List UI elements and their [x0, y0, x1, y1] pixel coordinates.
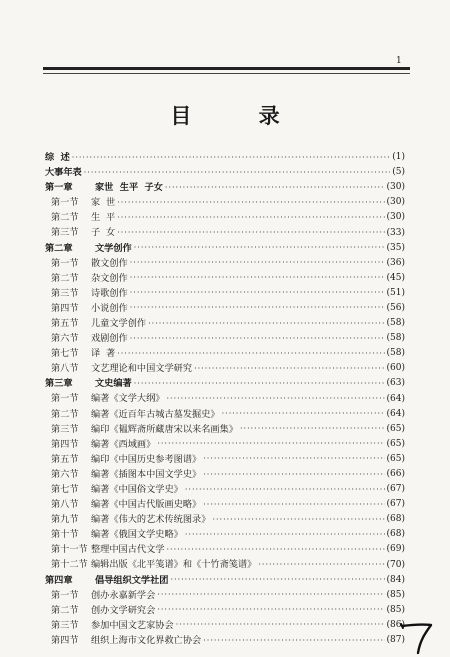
- toc-chapter-entry: [45, 241, 405, 256]
- toc-entry-label: [51, 259, 128, 268]
- toc-entry-title: 组织上海市文化界救亡协会: [91, 634, 202, 646]
- toc-leader-dots: [157, 606, 384, 614]
- toc-entry-number: 第二节: [51, 604, 79, 616]
- toc-entry-page: (58): [386, 333, 405, 344]
- toc-entry-label: [51, 319, 146, 328]
- toc-entry-title: 倡导组织文学社团: [95, 574, 169, 586]
- toc-entry-page: (64): [386, 408, 405, 419]
- toc-entry-number: 第六节: [51, 468, 79, 480]
- toc-entry-title: 文艺理论和中国文学研究: [91, 363, 193, 375]
- toc-entry-label: [51, 394, 165, 403]
- toc-entry-number: 第三节: [51, 423, 79, 435]
- toc-entry-number: 第七节: [51, 484, 79, 495]
- toc-entry-page: (67): [386, 484, 405, 495]
- toc-entry-title: 编著《俄国文学史略》: [91, 529, 183, 541]
- toc-entry-page: (68): [386, 514, 405, 525]
- toc-leader-dots: [203, 501, 384, 509]
- toc-section-entry: [45, 271, 405, 286]
- toc-entry-number: 第三章: [45, 378, 73, 390]
- toc-entry-label: [45, 379, 132, 388]
- toc-section-entry: [45, 286, 405, 301]
- toc-section-entry: [45, 542, 405, 557]
- toc-entry-page: (70): [386, 559, 405, 570]
- toc-entry-label: [51, 198, 115, 207]
- toc-entry-label: [51, 334, 128, 343]
- toc-entry-page: (67): [386, 499, 405, 510]
- toc-leader-dots: [130, 335, 385, 343]
- toc-entry-page: (65): [386, 438, 405, 449]
- toc-leader-dots: [185, 531, 385, 539]
- toc-leader-dots: [203, 471, 384, 479]
- header-rule-thick: [43, 67, 410, 70]
- toc-entry-number: 第六节: [51, 333, 79, 345]
- toc-entry-page: (86): [386, 619, 405, 630]
- toc-entry-title: 儿童文学创作: [91, 317, 147, 329]
- toc-section-entry: [45, 588, 405, 603]
- toc-leader-dots: [117, 214, 384, 222]
- toc-section-entry: [45, 558, 405, 573]
- toc-section-entry: [45, 361, 405, 376]
- page-number: 1: [396, 56, 402, 66]
- toc-entry-title: 编著《西域画》: [91, 438, 156, 450]
- toc-leader-dots: [240, 425, 385, 433]
- toc-entry-page: (35): [386, 242, 405, 253]
- toc-entry-label: [51, 500, 201, 509]
- toc-section-entry: [45, 210, 405, 225]
- toc-entry-page: (33): [386, 227, 405, 238]
- toc-leader-dots: [130, 304, 385, 312]
- toc-entry-label: [51, 228, 115, 237]
- toc-entry-label: [45, 183, 163, 192]
- toc-entry-label: [51, 470, 201, 479]
- toc-leader-dots: [212, 516, 384, 524]
- toc-entry-title: 编印《韫辉斋所藏唐宋以来名画集》: [91, 423, 238, 435]
- toc-entry-title: 子 女: [91, 227, 116, 239]
- toc-section-entry: [45, 527, 405, 542]
- toc-leader-dots: [258, 561, 384, 569]
- toc-entry-label: [51, 621, 174, 630]
- toc-entry-number: 第二章: [45, 242, 73, 254]
- toc-title: 目 录: [170, 104, 310, 128]
- toc-entry-number: 第十节: [51, 529, 79, 541]
- toc-entry-label: [51, 560, 256, 569]
- toc-entry-number: 第四节: [51, 302, 79, 314]
- toc-entry-title: 家世 生平 子女: [95, 182, 163, 194]
- toc-section-entry: [45, 407, 405, 422]
- toc-section-entry: [45, 346, 405, 361]
- toc-entry-title: 整理中国古代文学: [91, 544, 165, 556]
- toc-entry-number: 第一节: [51, 197, 79, 209]
- toc-chapter-entry: [45, 150, 405, 165]
- toc-entry-page: (58): [386, 348, 405, 359]
- toc-entry-title: 杂文创作: [91, 272, 128, 284]
- toc-entry-page: (85): [386, 604, 405, 615]
- toc-chapter-entry: [45, 573, 405, 588]
- toc-entry-title: 编著《插图本中国文学史》: [91, 468, 202, 480]
- toc-section-entry: [45, 256, 405, 271]
- toc-entry-number: 第二节: [51, 408, 79, 420]
- toc-section-entry: [45, 467, 405, 482]
- toc-leader-dots: [117, 229, 384, 237]
- toc-entry-page: (30): [386, 197, 405, 208]
- toc-entry-number: 第五节: [51, 453, 79, 465]
- toc-section-entry: [45, 422, 405, 437]
- toc-entry-number: 第十一节: [51, 544, 88, 556]
- toc-entry-label: [45, 576, 169, 585]
- toc-entry-page: (5): [392, 167, 405, 178]
- toc-entry-number: 第四节: [51, 438, 79, 450]
- toc-section-entry: [45, 316, 405, 331]
- toc-section-entry: [45, 497, 405, 512]
- toc-chapter-entry: [45, 165, 405, 180]
- toc-entry-label: [51, 289, 128, 298]
- toc-entry-page: (1): [392, 152, 405, 163]
- handwritten-seven-mark: [398, 622, 438, 656]
- toc-entry-page: (84): [386, 574, 405, 585]
- toc-section-entry: [45, 482, 405, 497]
- toc-entry-page: (60): [386, 363, 405, 374]
- toc-entry-title: 文学创作: [95, 242, 132, 254]
- toc-leader-dots: [157, 440, 384, 448]
- toc-leader-dots: [167, 395, 385, 403]
- toc-entry-number: 第三节: [51, 619, 79, 631]
- toc-entry-label: [51, 606, 155, 615]
- toc-leader-dots: [194, 365, 384, 373]
- toc-entry-label: [51, 349, 115, 358]
- toc-entry-label: [45, 244, 132, 253]
- toc-leader-dots: [167, 546, 385, 554]
- toc-entry-number: 第三节: [51, 227, 79, 239]
- toc-leader-dots: [134, 380, 385, 388]
- toc-entry-page: (45): [386, 272, 405, 283]
- toc-entry-page: (30): [386, 212, 405, 223]
- toc-entry-page: (30): [386, 182, 405, 193]
- toc-leader-dots: [185, 486, 385, 494]
- toc-entry-label: [45, 153, 70, 162]
- toc-entry-title: 编著《近百年古城古墓发掘史》: [91, 408, 220, 420]
- toc-entry-page: (87): [386, 635, 405, 646]
- toc-entry-number: 第四节: [51, 634, 79, 646]
- toc-entry-number: 第三节: [51, 287, 79, 299]
- toc-entry-title: 编著《伟大的艺术传统图录》: [91, 514, 211, 526]
- toc-entry-number: 第一节: [51, 393, 79, 405]
- toc-section-entry: [45, 512, 405, 527]
- toc-entry-label: [51, 545, 165, 554]
- toc-entry-title: 编著《中国俗文学史》: [91, 484, 183, 495]
- toc-entry-number: 第二节: [51, 272, 79, 284]
- toc-entry-title: 文史编著: [95, 378, 132, 390]
- toc-entry-number: 第一节: [51, 257, 79, 269]
- toc-entry-page: (66): [386, 469, 405, 480]
- toc-entry-page: (65): [386, 453, 405, 464]
- toc-entry-number: 第四章: [45, 574, 73, 586]
- table-of-contents: [45, 150, 405, 648]
- toc-entry-label: [51, 455, 201, 464]
- toc-entry-label: [51, 530, 183, 539]
- toc-entry-label: [51, 304, 128, 313]
- toc-section-entry: [45, 331, 405, 346]
- toc-entry-label: [51, 440, 155, 449]
- toc-entry-number: 第一章: [45, 182, 73, 194]
- toc-entry-number: 第五节: [51, 317, 79, 329]
- toc-leader-dots: [84, 169, 391, 177]
- toc-entry-page: (36): [386, 257, 405, 268]
- toc-entry-title: 诗歌创作: [91, 287, 128, 299]
- toc-entry-page: (68): [386, 529, 405, 540]
- toc-entry-title: 创办永嘉新学会: [91, 589, 156, 601]
- toc-entry-label: [51, 213, 115, 222]
- toc-entry-page: (85): [386, 589, 405, 600]
- toc-entry-page: (69): [386, 544, 405, 555]
- toc-entry-number: 第七节: [51, 348, 79, 360]
- toc-chapter-entry: [45, 180, 405, 195]
- toc-leader-dots: [130, 274, 385, 282]
- toc-section-entry: [45, 392, 405, 407]
- toc-leader-dots: [157, 591, 384, 599]
- toc-leader-dots: [222, 410, 385, 418]
- toc-entry-title: 家 世: [91, 197, 116, 209]
- toc-entry-title: 译 著: [91, 348, 116, 360]
- toc-entry-number: 第九节: [51, 514, 79, 526]
- toc-leader-dots: [203, 637, 384, 645]
- toc-leader-dots: [134, 244, 385, 252]
- toc-entry-title: 大事年表: [45, 167, 82, 179]
- toc-entry-number: 第十二节: [51, 559, 88, 571]
- toc-entry-title: 散文创作: [91, 257, 128, 269]
- toc-section-entry: [45, 437, 405, 452]
- toc-entry-page: (56): [386, 302, 405, 313]
- toc-entry-number: 第八节: [51, 499, 79, 511]
- toc-entry-title: 创办文学研究会: [91, 604, 156, 616]
- toc-leader-dots: [117, 199, 384, 207]
- toc-entry-page: (64): [386, 393, 405, 404]
- toc-entry-label: [51, 364, 192, 373]
- toc-entry-label: [51, 591, 155, 600]
- toc-entry-page: (51): [386, 287, 405, 298]
- toc-leader-dots: [171, 576, 385, 584]
- toc-entry-number: 第二节: [51, 212, 79, 224]
- toc-entry-title: 编著《中国古代版画史略》: [91, 499, 202, 511]
- toc-chapter-entry: [45, 376, 405, 391]
- toc-entry-title: 小说创作: [91, 302, 128, 314]
- toc-leader-dots: [130, 289, 385, 297]
- toc-entry-title: 综 述: [45, 151, 70, 163]
- toc-leader-dots: [176, 621, 385, 629]
- toc-entry-page: (65): [386, 423, 405, 434]
- toc-entry-number: 第一节: [51, 589, 79, 601]
- toc-section-entry: [45, 603, 405, 618]
- toc-section-entry: [45, 225, 405, 240]
- toc-leader-dots: [72, 154, 390, 162]
- toc-section-entry: [45, 618, 405, 633]
- toc-entry-label: [51, 515, 210, 524]
- toc-leader-dots: [148, 320, 384, 328]
- toc-entry-label: [51, 485, 183, 494]
- toc-entry-title: 参加中国文艺家协会: [91, 619, 174, 631]
- toc-entry-number: 第八节: [51, 363, 79, 375]
- toc-entry-page: (58): [386, 318, 405, 329]
- toc-leader-dots: [165, 184, 385, 192]
- toc-entry-title: 编辑出版《北平笺谱》和《十竹斋笺谱》: [91, 559, 257, 571]
- toc-section-entry: [45, 452, 405, 467]
- toc-section-entry: [45, 633, 405, 648]
- toc-section-entry: [45, 195, 405, 210]
- toc-entry-title: 生 平: [91, 212, 116, 224]
- toc-entry-title: 戏剧创作: [91, 333, 128, 345]
- toc-entry-label: [51, 274, 128, 283]
- toc-leader-dots: [130, 259, 385, 267]
- toc-entry-label: [51, 410, 220, 419]
- toc-section-entry: [45, 301, 405, 316]
- toc-entry-page: (63): [386, 378, 405, 389]
- toc-entry-label: [45, 168, 82, 177]
- toc-entry-title: 编印《中国历史参考图谱》: [91, 453, 202, 465]
- toc-entry-label: [51, 425, 238, 434]
- toc-leader-dots: [203, 455, 384, 463]
- toc-entry-title: 编著《文学大纲》: [91, 393, 165, 405]
- toc-entry-label: [51, 636, 201, 645]
- header-rule-thin: [43, 73, 410, 74]
- toc-leader-dots: [117, 350, 384, 358]
